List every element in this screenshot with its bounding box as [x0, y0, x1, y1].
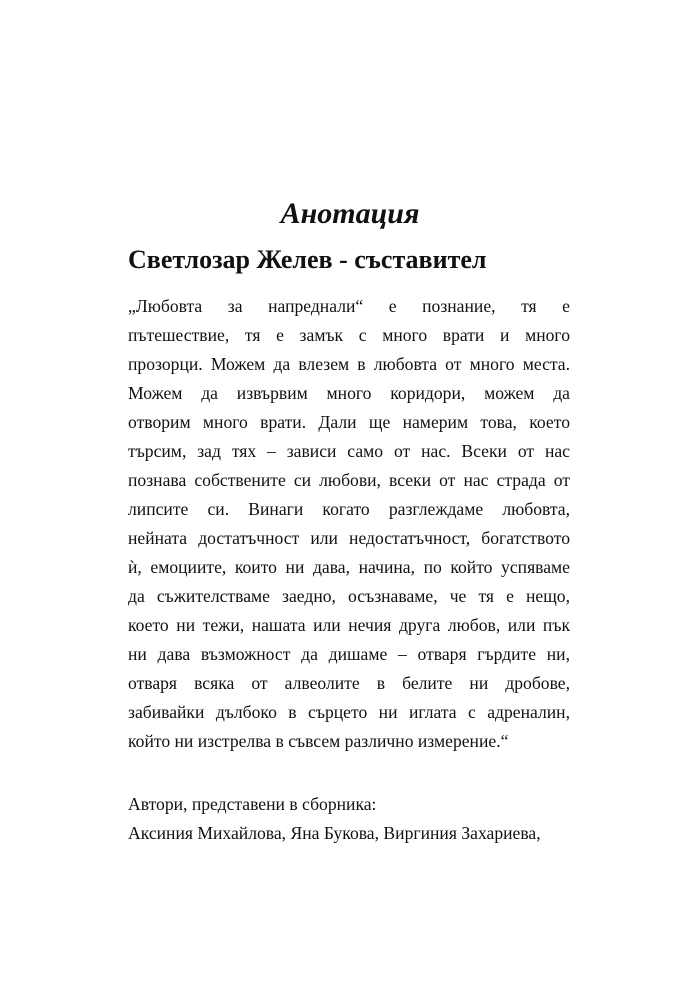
authors-section — [128, 790, 578, 848]
authors-list: Аксиния Михайлова, Яна Букова, Виргиния Захариева, — [128, 823, 541, 843]
compiler-subtitle: Светлозар Желев - съставител — [128, 245, 487, 274]
authors-label: Автори, представени в сборника: — [128, 794, 377, 814]
quote-line: което ни тежи, нашата или нечия друга любов, или пък — [128, 615, 570, 635]
quote-line: пътешествие, тя е замък с много врати и много — [128, 325, 570, 345]
quote-line: забивайки дълбоко в сърцето ни иглата с адреналин, — [128, 702, 570, 722]
annotation-quote — [128, 292, 570, 756]
quote-line: прозорци. Можем да влезем в любовта от много места. — [128, 354, 570, 374]
quote-line: който ни изстрелва в съвсем различно измерение.“ — [128, 731, 509, 751]
page-title: Анотация — [280, 197, 420, 230]
quote-line: ѝ, емоциите, които ни дава, начина, по който успяваме — [128, 557, 570, 577]
quote-line: да съжителстваме заедно, осъзнаваме, че тя е нещо, — [128, 586, 570, 606]
quote-line: търсим, зад тях – зависи само от нас. Всеки от нас — [128, 441, 570, 461]
quote-line: познава собствените си любови, всеки от нас страда от — [128, 470, 570, 490]
quote-line: Можем да извървим много коридори, можем да — [128, 383, 570, 403]
quote-line: липсите си. Винаги когато разглеждаме любовта, — [128, 499, 570, 519]
quote-line: „Любовта за напреднали“ е познание, тя е — [128, 296, 570, 316]
quote-line: ни дава възможност да дишаме – отваря гърдите ни, — [128, 644, 570, 664]
quote-line: отворим много врати. Дали ще намерим това, което — [128, 412, 570, 432]
quote-line: отваря всяка от алвеолите в белите ни дробове, — [128, 673, 570, 693]
quote-line: нейната достатъчност или недостатъчност, богатството — [128, 528, 570, 548]
